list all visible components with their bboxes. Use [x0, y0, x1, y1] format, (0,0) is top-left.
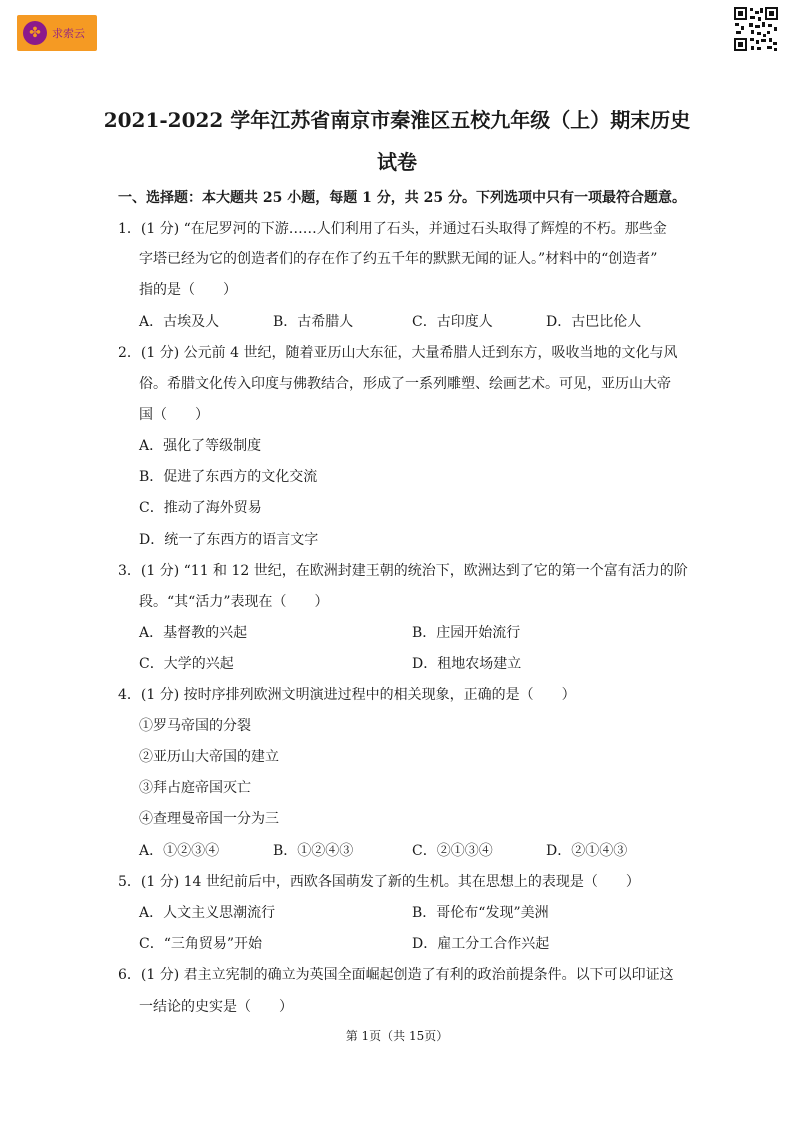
question-3-line-2: 段。“其“活力”表现在（ ）: [139, 594, 329, 610]
question-1-option-b: B．古希腊人: [273, 314, 354, 330]
question-2-option-d: D．统一了东西方的语言文字: [139, 532, 319, 548]
question-1-line-3: 指的是（ ）: [139, 282, 237, 298]
question-4-option-d: D．②①④③: [546, 843, 628, 859]
question-5-option-b: B．哥伦布“发现”美洲: [412, 905, 549, 921]
qr-code-icon: [733, 6, 779, 52]
question-1-option-d: D．古巴比伦人: [546, 314, 642, 330]
question-4-item-2: ②亚历山大帝国的建立: [139, 749, 279, 765]
question-5-option-a: A．人文主义思潮流行: [139, 905, 276, 921]
exam-title-line1: 2021-2022 学年江苏省南京市秦淮区五校九年级（上）期末历史: [103, 108, 691, 132]
question-2-option-c: C．推动了海外贸易: [139, 500, 262, 516]
question-6-line-2: 一结论的史实是（ ）: [139, 999, 293, 1015]
question-4-line-1: 4．(1 分) 按时序排列欧洲文明演进过程中的相关现象，正确的是（ ）: [118, 687, 576, 703]
question-4-item-3: ③拜占庭帝国灭亡: [139, 780, 251, 796]
question-3-option-d: D．租地农场建立: [412, 656, 522, 672]
question-1-option-a: A．古埃及人: [139, 314, 220, 330]
question-5-option-d: D．雇工分工合作兴起: [412, 936, 550, 952]
brand-logo: [17, 15, 97, 51]
brand-name: 求索云: [52, 27, 85, 40]
question-2-option-a: A．强化了等级制度: [139, 438, 262, 454]
question-5-option-c: C．“三角贸易”开始: [139, 936, 263, 952]
question-3-option-b: B．庄园开始流行: [412, 625, 521, 641]
question-1-line-1: 1．(1 分) “在尼罗河的下游……人们利用了石头，并通过石头取得了辉煌的不朽。那些金: [118, 221, 667, 237]
exam-title-line2: 试卷: [377, 150, 417, 174]
question-2-line-3: 国（ ）: [139, 407, 209, 423]
question-3-option-c: C．大学的兴起: [139, 656, 234, 672]
section-heading: 一、选择题：本大题共 25 小题，每题 1 分，共 25 分。下列选项中只有一项最符合题意。: [118, 190, 686, 206]
question-6-line-1: 6．(1 分) 君主立宪制的确立为英国全面崛起创造了有利的政治前提条件。以下可以印证这: [118, 967, 674, 983]
clover-icon: ✤: [23, 21, 47, 45]
question-5-line-1: 5．(1 分) 14 世纪前后中，西欧各国萌发了新的生机。其在思想上的表现是（ ）: [118, 874, 640, 890]
question-1-line-2: 字塔已经为它的创造者们的存在作了约五千年的默默无闻的证人。”材料中的“创造者”: [139, 251, 658, 267]
question-2-option-b: B．促进了东西方的文化交流: [139, 469, 318, 485]
question-2-line-2: 俗。希腊文化传入印度与佛教结合，形成了一系列雕塑、绘画艺术。可见，亚历山大帝: [139, 376, 671, 392]
question-4-item-1: ①罗马帝国的分裂: [139, 718, 251, 734]
question-4-option-a: A．①②③④: [139, 843, 220, 859]
question-3-option-a: A．基督教的兴起: [139, 625, 248, 641]
question-1-option-c: C．古印度人: [412, 314, 493, 330]
question-4-item-4: ④查理曼帝国一分为三: [139, 811, 279, 827]
question-2-line-1: 2．(1 分) 公元前 4 世纪，随着亚历山大东征，大量希腊人迁到东方，吸收当地的文化与风: [118, 345, 678, 361]
question-4-option-b: B．①②④③: [273, 843, 354, 859]
page-number: 第 1页（共 15页）: [345, 1029, 449, 1043]
question-4-option-c: C．②①③④: [412, 843, 493, 859]
question-3-line-1: 3．(1 分) “11 和 12 世纪，在欧洲封建王朝的统治下，欧洲达到了它的第一个富有活力的阶: [118, 563, 688, 579]
